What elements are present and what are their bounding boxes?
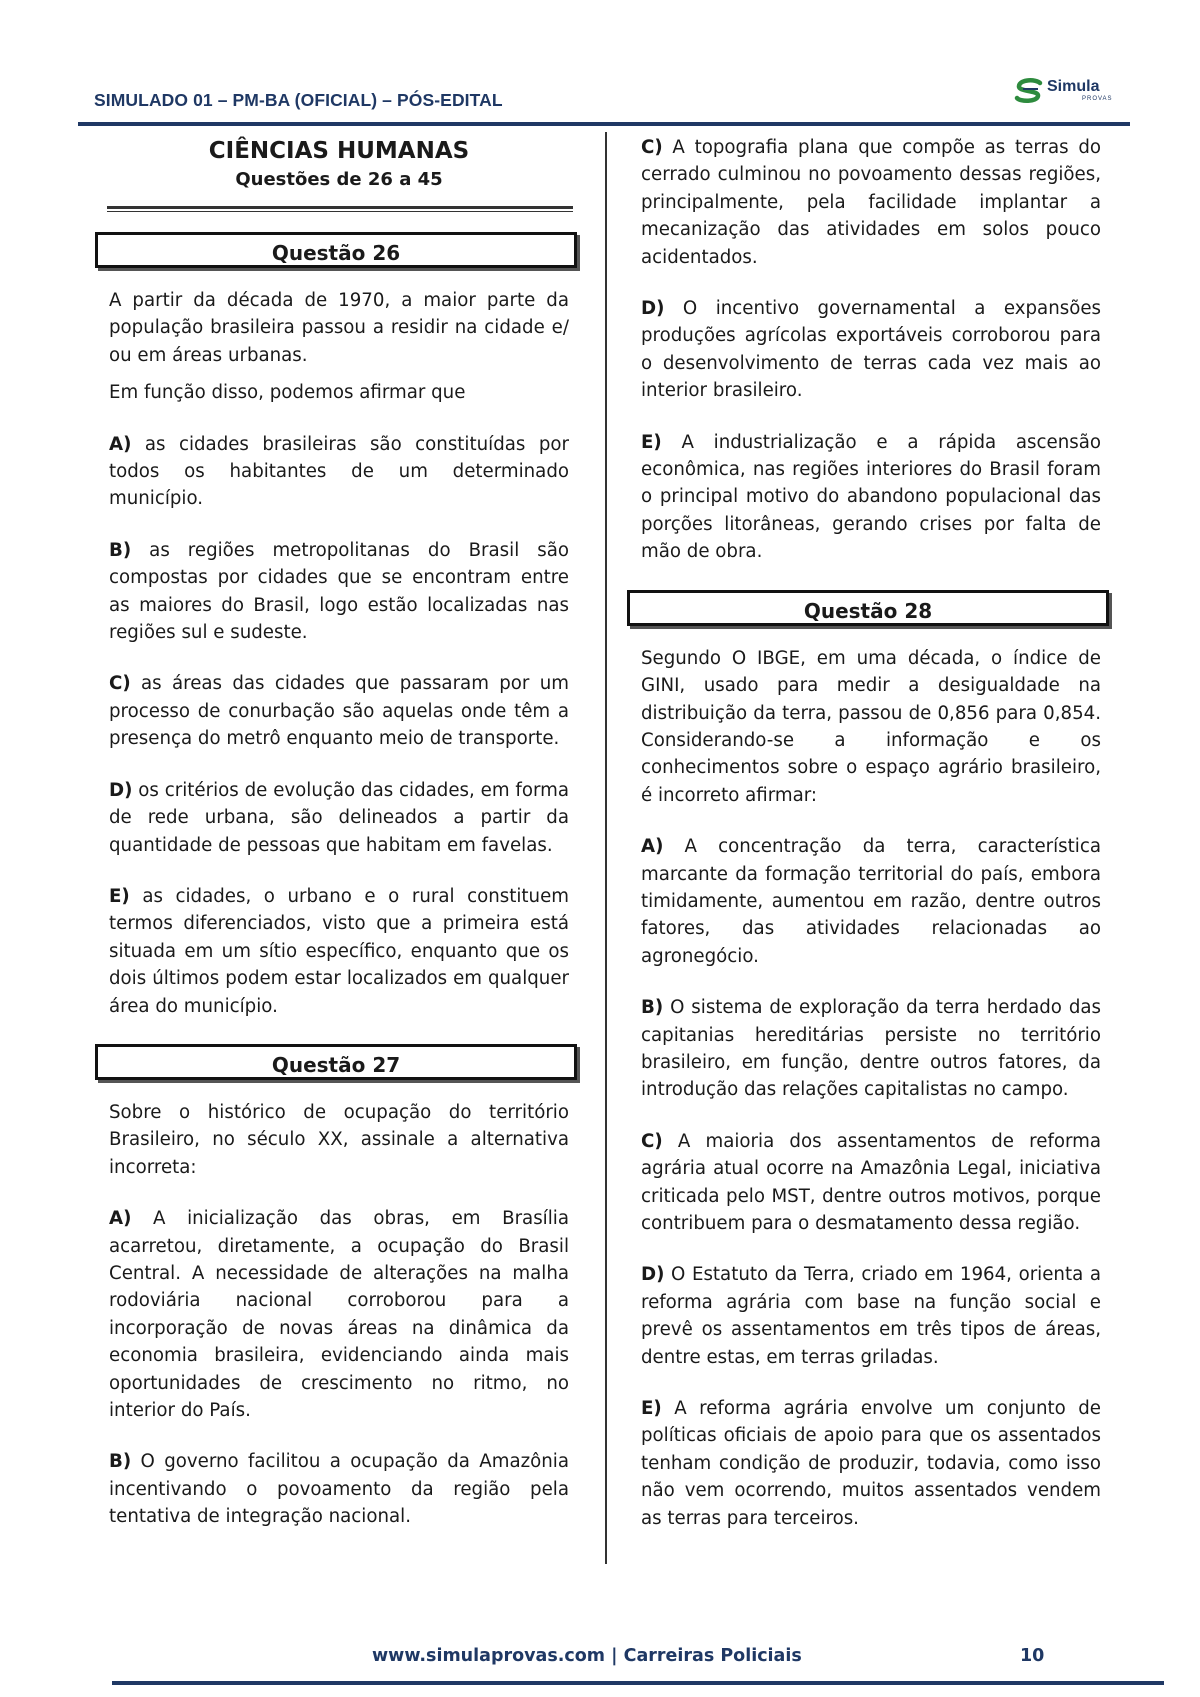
option-letter: C) <box>641 1130 663 1152</box>
option-letter: C) <box>641 137 663 158</box>
option-text: A reforma agrária envolve um conjunto de políticas oficiais de apoio para que os assentados tenham condição de produzir, todavia, como isso não vem ocorrendo, muitos assentados vendem as terras para terceiros. <box>641 1398 1101 1529</box>
section-title: CIÊNCIAS HUMANAS <box>208 138 470 164</box>
q26-stem-2: Em função disso, podemos afirmar que <box>109 382 466 404</box>
option-text: A inicialização das obras, em Brasília acarretou, diretamente, a ocupação do Brasil Central. A necessidade de alterações na malha rodoviária nacional corroborou para a incorporação de novas áreas na dinâmica da economia brasileira, evidenciando ainda mais oportunidades de crescimento no ritmo, no interior do País. <box>109 1208 569 1421</box>
question-26-heading: Questão 26 <box>95 232 577 268</box>
question-27-heading: Questão 27 <box>95 1044 577 1080</box>
option-letter: E) <box>641 431 662 453</box>
option-letter: C) <box>109 673 131 695</box>
q28-option-e[interactable] <box>641 1395 1101 1532</box>
option-text: as cidades, o urbano e o rural constituem termos diferenciados, visto que a primeira está situada em um sítio específico, enquanto que os dois últimos podem estar localizados em qualquer área do município. <box>109 885 569 1017</box>
option-text: O sistema de exploração da terra herdado das capitanias hereditárias persiste no território brasileiro, em função, dentre outros fatores, da introdução das relações capitalistas no campo. <box>641 997 1101 1101</box>
q28-option-a[interactable] <box>641 833 1101 970</box>
option-letter: D) <box>109 779 133 801</box>
option-letter: A) <box>109 433 132 455</box>
option-letter: D) <box>641 1264 665 1286</box>
footer-rule <box>112 1681 1164 1685</box>
option-text: O incentivo governamental a expansões produções agrícolas exportáveis corroborou para o desenvolvimento de terras cada vez mais ao interior brasileiro. <box>641 298 1101 402</box>
simula-logo <box>1014 78 1124 108</box>
q26-option-c[interactable] <box>109 670 569 752</box>
q28-stem: Segundo O IBGE, em uma década, o índice de GINI, usado para medir a desigualdade na distribuição da terra, passou de 0,856 para 0,854. Considerando-se a informação e os conhecimentos sobre o espaço agrário brasileiro, é incorreto afirmar: <box>641 647 1101 806</box>
option-text: A maioria dos assentamentos de reforma agrária atual ocorre na Amazônia Legal, iniciativa criticada pelo MST, dentre outros motivos, porque contribuem para o desmatamento dessa região. <box>641 1130 1101 1234</box>
option-text: as áreas das cidades que passaram por um processo de conurbação são aquelas onde têm a presença do metrô enquanto meio de transporte. <box>109 673 569 750</box>
q26-option-b[interactable] <box>109 537 569 647</box>
option-letter: B) <box>109 539 132 561</box>
option-letter: B) <box>641 997 664 1019</box>
q28-option-d[interactable] <box>641 1261 1101 1371</box>
q27-option-d[interactable] <box>641 295 1101 405</box>
option-text: A topografia plana que compõe as terras do cerrado culminou no povoamento dessas regiões, principalmente, pela facilidade implantar a mecanização das atividades em solos pouco acidentados. <box>641 137 1101 268</box>
footer-text: www.simulaprovas.com | Carreiras Policiais <box>372 1646 802 1666</box>
column-divider <box>605 132 607 1564</box>
section-rule <box>107 206 573 212</box>
section-header <box>109 136 569 212</box>
page-number: 10 <box>1020 1646 1045 1666</box>
logo-subtitle: PROVAS <box>1082 96 1113 102</box>
simula-s-logo-icon <box>1014 78 1044 104</box>
left-column <box>109 132 569 1531</box>
option-text: as regiões metropolitanas do Brasil são compostas por cidades que se encontram entre as maiores do Brasil, logo estão localizadas nas regiões sul e sudeste. <box>109 539 569 644</box>
q26-option-d[interactable] <box>109 777 569 859</box>
section-subtitle: Questões de 26 a 45 <box>235 169 443 190</box>
option-text: A industrialização e a rápida ascensão econômica, nas regiões interiores do Brasil foram o principal motivo do abandono populacional das porções litorâneas, gerando crises por falta de mão de obra. <box>641 431 1101 563</box>
option-letter: D) <box>641 298 665 320</box>
option-text: O governo facilitou a ocupação da Amazônia incentivando o povoamento da região pela tentativa de integração nacional. <box>109 1451 569 1528</box>
option-text: as cidades brasileiras são constituídas por todos os habitantes de um determinado município. <box>109 433 569 510</box>
q27-option-b[interactable] <box>109 1448 569 1530</box>
right-column <box>641 132 1101 1532</box>
option-text: A concentração da terra, característica marcante da formação territorial do país, embora timidamente, aumentou em razão, dentre outros fatores, das atividades relacionadas ao agronegócio. <box>641 836 1101 967</box>
option-letter: E) <box>109 885 130 907</box>
option-text: O Estatuto da Terra, criado em 1964, orienta a reforma agrária com base na função social e prevê os assentamentos em três tipos de áreas, dentre estas, em terras griladas. <box>641 1264 1101 1368</box>
q27-option-e[interactable] <box>641 429 1101 566</box>
option-letter: E) <box>641 1398 662 1420</box>
q27-stem: Sobre o histórico de ocupação do território Brasileiro, no século XX, assinale a alternativa incorreta: <box>109 1101 569 1178</box>
header-rule <box>78 122 1130 126</box>
question-28-heading: Questão 28 <box>627 590 1109 626</box>
option-letter: A) <box>641 836 664 858</box>
q26-stem: A partir da década de 1970, a maior parte da população brasileira passou a residir na cidade e/ ou em áreas urbanas. <box>109 290 569 366</box>
q27-option-c[interactable] <box>641 134 1101 271</box>
q26-option-e[interactable] <box>109 883 569 1020</box>
q28-option-b[interactable] <box>641 994 1101 1104</box>
q27-option-a[interactable] <box>109 1205 569 1424</box>
option-text: os critérios de evolução das cidades, em forma de rede urbana, são delineados a partir da quantidade de pessoas que habitam em favelas. <box>109 779 569 856</box>
header-title: SIMULADO 01 – PM-BA (OFICIAL) – PÓS-EDITAL <box>94 90 503 110</box>
logo-name: Simula <box>1047 78 1100 95</box>
option-letter: B) <box>109 1451 132 1473</box>
q28-option-c[interactable] <box>641 1128 1101 1238</box>
q26-option-a[interactable] <box>109 431 569 513</box>
option-letter: A) <box>109 1208 132 1230</box>
